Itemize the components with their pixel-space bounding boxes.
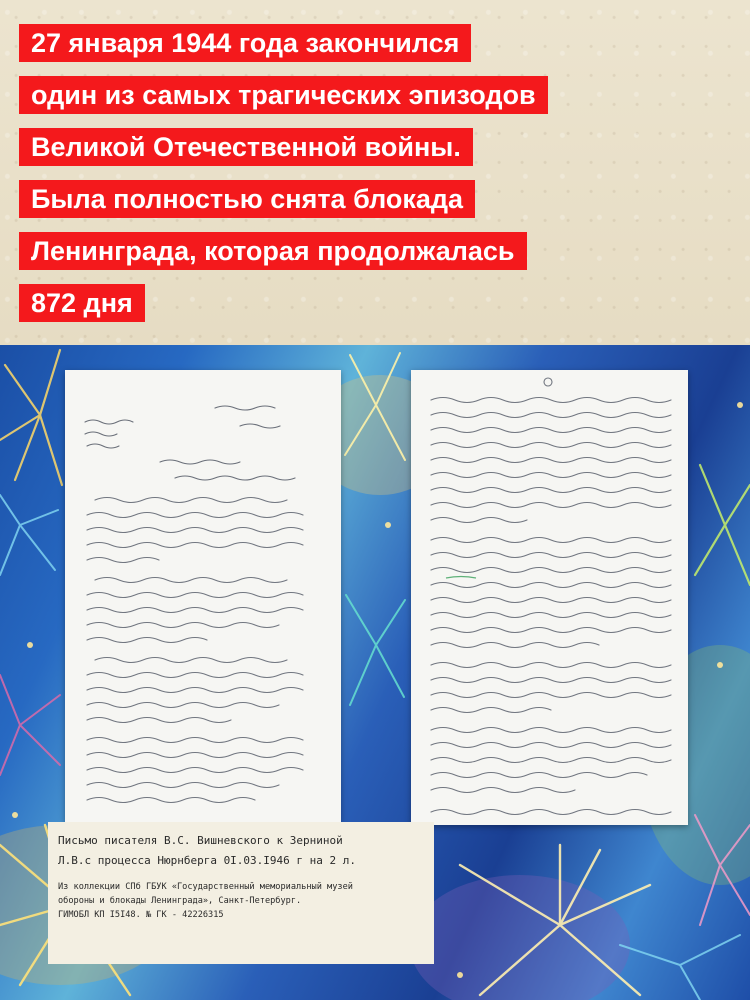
caption-card xyxy=(48,822,434,964)
headline xyxy=(19,24,548,336)
headline-line: Была полностью снята блокада xyxy=(19,180,475,218)
header-panel xyxy=(0,0,750,345)
headline-line: 27 января 1944 года закончился xyxy=(19,24,471,62)
letter-page-2 xyxy=(411,370,688,825)
caption-title xyxy=(58,831,356,871)
caption-source-line: ГИМОБЛ КП I5I48. № ГК - 42226315 xyxy=(58,910,224,920)
headline-line: 872 дня xyxy=(19,284,145,322)
handwriting-scan xyxy=(411,370,688,825)
caption-title-line: Письмо писателя В.С. Вишневского к Зерниной xyxy=(58,834,343,847)
caption-source xyxy=(58,880,353,922)
caption-source-line: Из коллекции СПб ГБУК «Государственный мемориальный музей xyxy=(58,882,353,892)
fireworks-panel xyxy=(0,345,750,1000)
handwriting-scan xyxy=(65,370,341,822)
caption-title-line: Л.В.с процесса Нюрнберга 0I.03.I946 г на 2 л. xyxy=(58,854,357,867)
headline-line: Ленинграда, которая продолжалась xyxy=(19,232,527,270)
caption-source-line: обороны и блокады Ленинграда», Санкт-Петербург. xyxy=(58,896,302,906)
headline-line: Великой Отечественной войны. xyxy=(19,128,473,166)
letter-page-1 xyxy=(65,370,341,822)
headline-line: один из самых трагических эпизодов xyxy=(19,76,548,114)
